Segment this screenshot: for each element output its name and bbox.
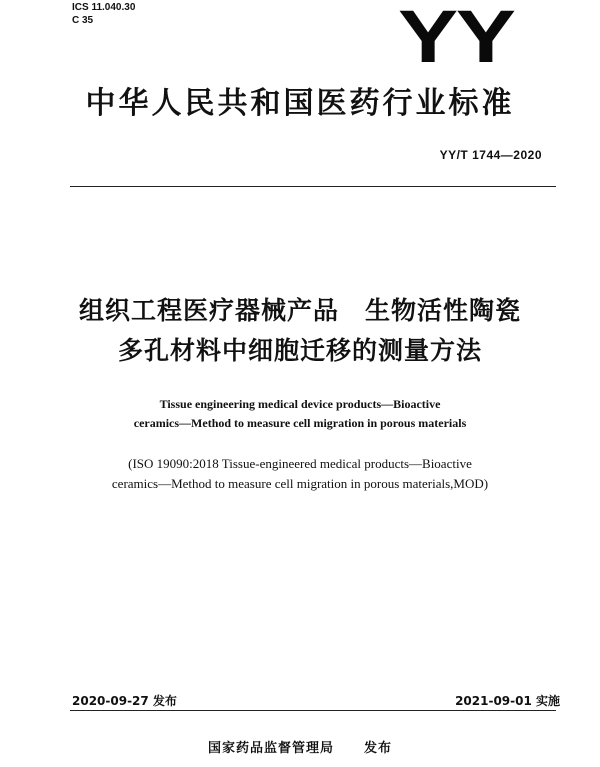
bottom-divider: [70, 710, 556, 711]
english-title-line-2: ceramics—Method to measure cell migration in porous materials: [133, 416, 467, 430]
standard-category-title: 中华人民共和国医药行业标准: [85, 86, 515, 121]
publisher-line: [0, 737, 600, 756]
publisher-action: 发布: [364, 741, 393, 756]
implementation-date: 2021-09-01 实施: [455, 694, 560, 708]
english-title-line-1: Tissue engineering medical device products—Bioactive: [159, 397, 441, 411]
publisher-name: 国家药品监督管理局: [207, 741, 334, 756]
chinese-title-line-1: 组织工程医疗器械产品 生物活性陶瓷: [78, 296, 521, 325]
issue-date: 2020-09-27 发布: [72, 694, 177, 708]
yy-logo: YY: [398, 0, 514, 78]
standard-number: YY/T 1744—2020: [439, 148, 542, 162]
chinese-title-line-2: 多孔材料中细胞迁移的测量方法: [117, 336, 482, 365]
top-divider: [70, 186, 556, 187]
iso-reference-line-2: ceramics—Method to measure cell migration in porous materials,MOD): [111, 476, 489, 491]
iso-reference-line-1: (ISO 19090:2018 Tissue-engineered medical products—Bioactive: [128, 456, 472, 471]
ics-code: ICS 11.040.30: [72, 2, 136, 13]
ccs-code: C 35: [72, 15, 94, 26]
